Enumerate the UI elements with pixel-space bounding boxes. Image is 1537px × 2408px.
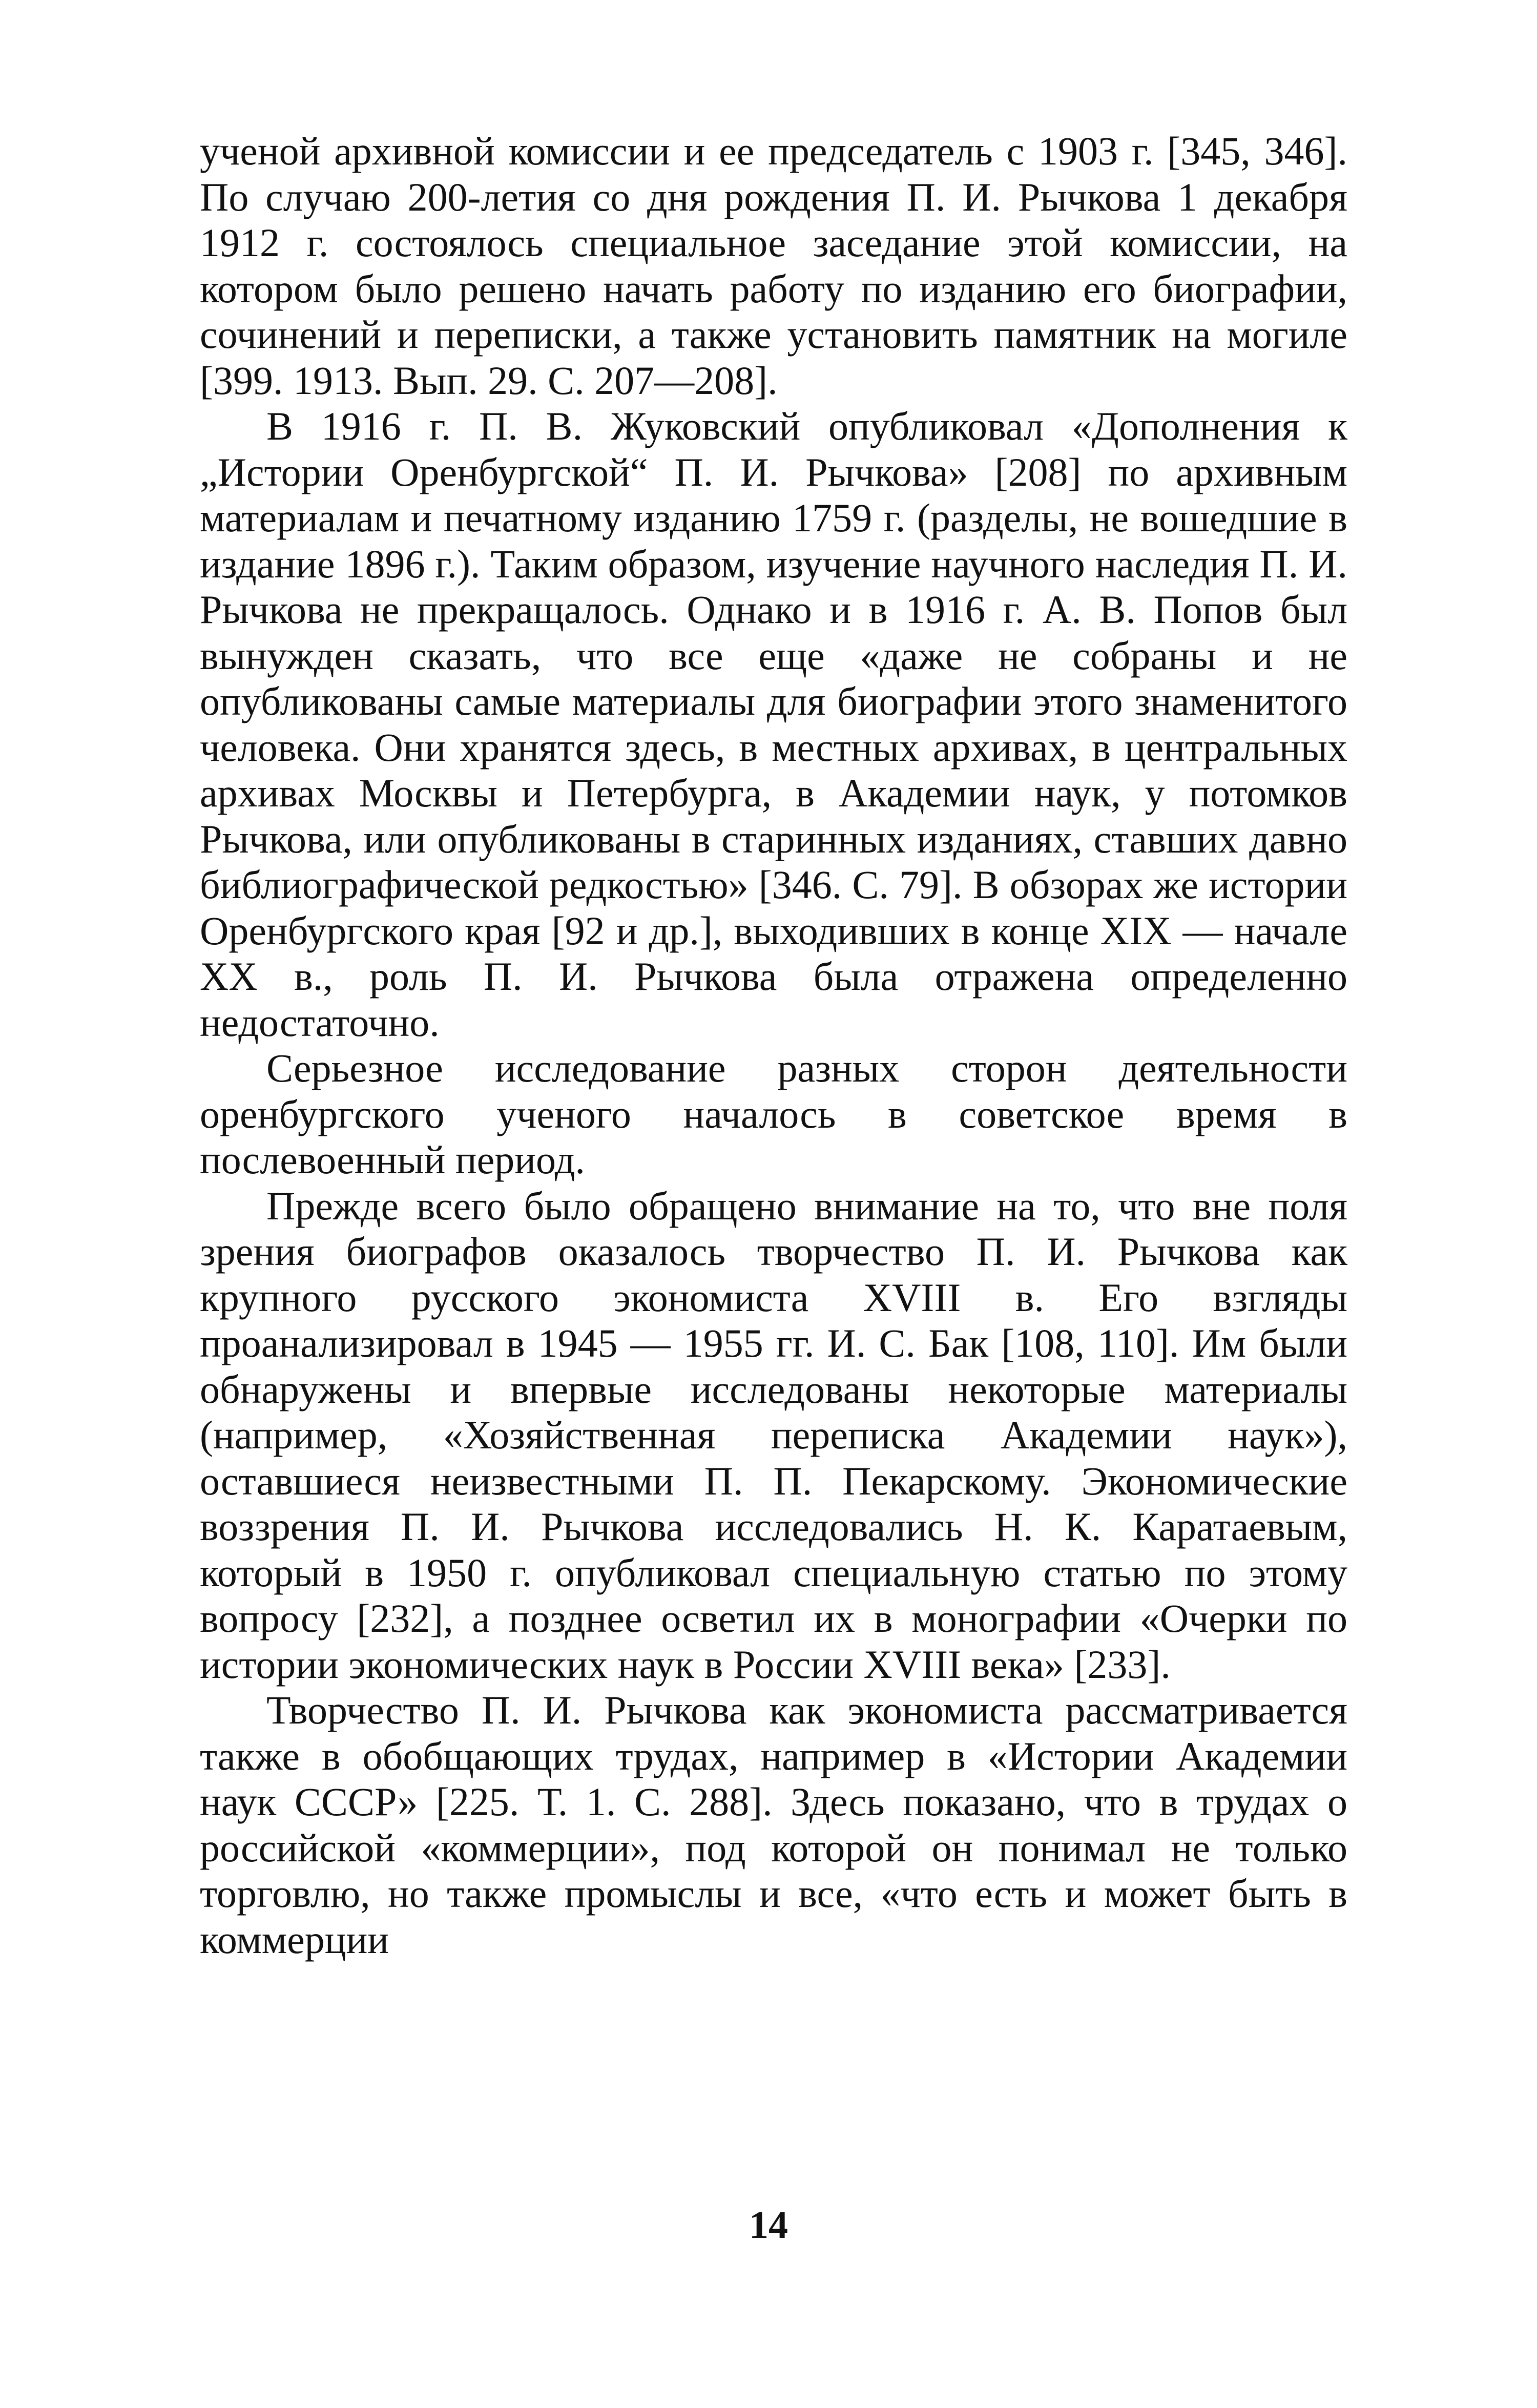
paragraph-4: Прежде всего было обращено внимание на то, что вне поля зрения биографов оказалось творчество П. И. Рычкова как крупного русского экономиста XVIII в. Его взгляды проанализировал в 1945 — 1955 гг. И. С. Бак [108, 110]. Им были обнаружены и впервые исследованы некоторые материалы (например, «Хозяйственная переписка Академии наук»), оставшиеся неизвестными П. П. Пекарскому. Экономические воззрения П. И. Рычкова исследовались Н. К. Каратаевым, который в 1950 г. опубликовал специальную статью по этому вопросу [232], а позднее осветил их в монографии «Очерки по истории экономических наук в России XVIII века» [233]. xyxy=(200,1183,1347,1687)
page-body xyxy=(200,128,1347,1962)
paragraph-1: ученой архивной комиссии и ее председатель с 1903 г. [345, 346]. По случаю 200-летия со дня рождения П. И. Рычкова 1 декабря 1912 г. состоялось специальное заседание этой комиссии, на котором было решено начать работу по изданию его биографии, сочинений и переписки, а также установить памятник на могиле [399. 1913. Вып. 29. С. 207—208]. xyxy=(200,129,1347,403)
page-number: 14 xyxy=(749,2204,788,2247)
paragraph-5: Творчество П. И. Рычкова как экономиста рассматривается также в обобщающих трудах, например в «Истории Академии наук СССР» [225. Т. 1. С. 288]. Здесь показано, что в трудах о российской «коммерции», под которой он понимал не только торговлю, но также промыслы и все, «что есть и может быть в коммерции xyxy=(200,1688,1347,1962)
paragraph-3: Серьезное исследование разных сторон деятельности оренбургского ученого началось в советское время в послевоенный период. xyxy=(200,1046,1347,1182)
paragraph-2: В 1916 г. П. В. Жуковский опубликовал «Дополнения к „Истории Оренбургской“ П. И. Рычкова» [208] по архивным материалам и печатному изданию 1759 г. (разделы, не вошедшие в издание 1896 г.). Таким образом, изучение научного наследия П. И. Рычкова не прекращалось. Однако и в 1916 г. А. В. Попов был вынужден сказать, что все еще «даже не собраны и не опубликованы самые материалы для биографии этого знаменитого человека. Они хранятся здесь, в местных архивах, в центральных архивах Москвы и Петербурга, в Академии наук, у потомков Рычкова, или опубликованы в старинных изданиях, ставших давно библиографической редкостью» [346. С. 79]. В обзорах же истории Оренбургского края [92 и др.], выходивших в конце XIX — начале XX в., роль П. И. Рычкова была отражена определенно недостаточно. xyxy=(200,404,1347,1045)
